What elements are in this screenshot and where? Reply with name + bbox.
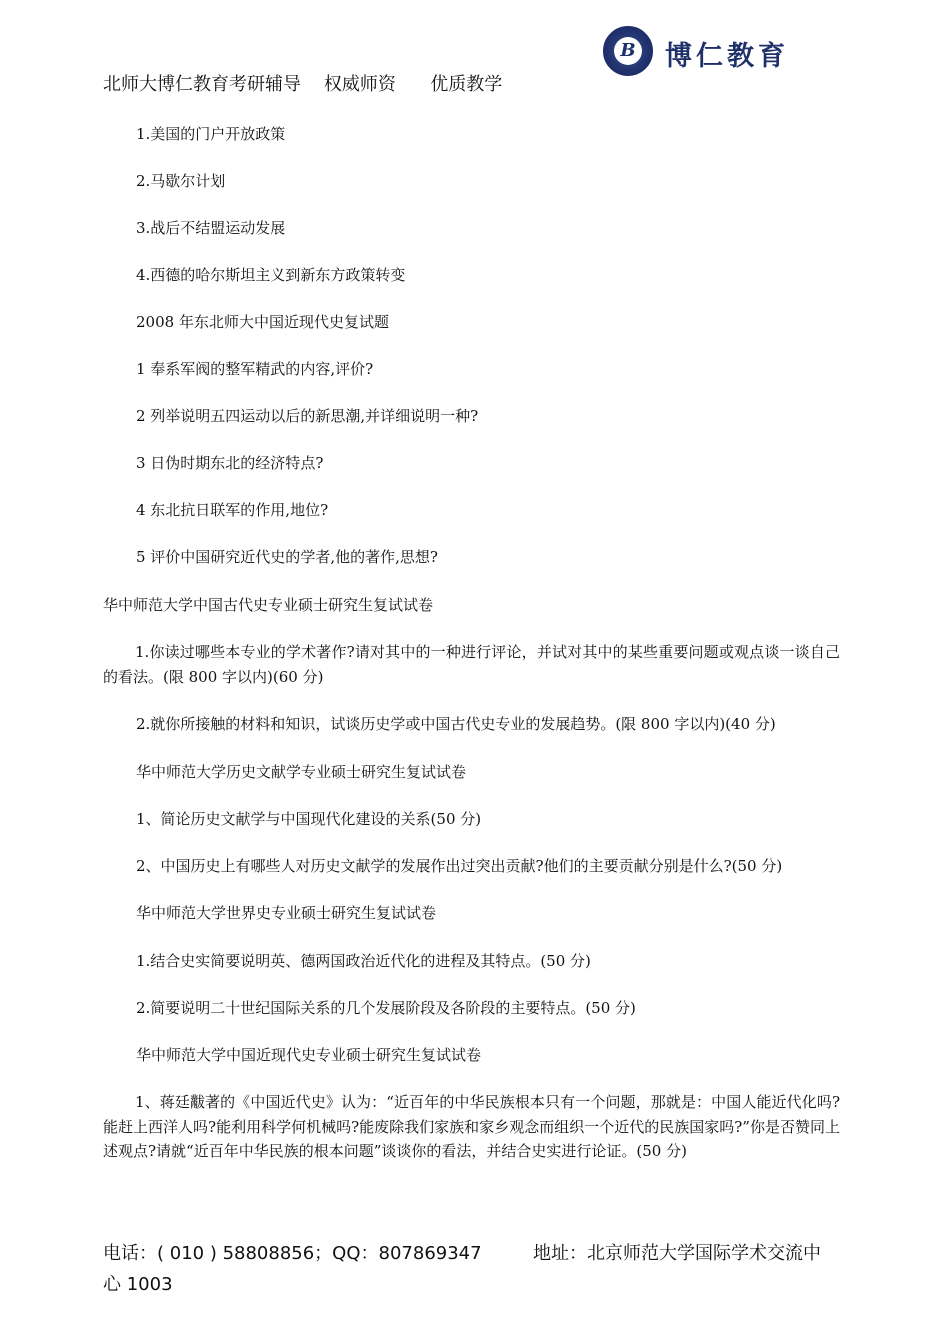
section-title: 2008 年东北师大中国近现代史复试题 xyxy=(136,313,389,331)
footer-address: 地址：北京师范大学国际学术交流中 xyxy=(533,1243,821,1264)
question-paragraph: 1.你读过哪些本专业的学术著作?请对其中的一种进行评论，并试对其中的某些重要问题或观点谈一谈自己的看法。(限 800 字以内)(60 分) xyxy=(103,643,840,686)
section-title: 华中师范大学中国近现代史专业硕士研究生复试试卷 xyxy=(136,1046,482,1064)
logo-seal-icon: B xyxy=(603,26,653,76)
footer-address-cont: 心 1003 xyxy=(103,1274,173,1295)
question-line: 2 列举说明五四运动以后的新思潮,并详细说明一种? xyxy=(136,407,479,425)
question-line: 4.西德的哈尔斯坦主义到新东方政策转变 xyxy=(136,266,406,284)
footer-contact: 电话：( 010 ) 58808856；QQ：807869347 xyxy=(103,1243,482,1264)
question-line: 5 评价中国研究近代史的学者,他的著作,思想? xyxy=(136,548,438,566)
question-line: 2.就你所接触的材料和知识，试谈历史学或中国古代史专业的发展趋势。(限 800 字以内)(40 分) xyxy=(136,715,776,733)
question-line: 2.简要说明二十世纪国际关系的几个发展阶段及各阶段的主要特点。(50 分) xyxy=(136,999,636,1017)
question-paragraph: 1、蒋廷黻著的《中国近代史》认为：“近百年的中华民族根本只有一个问题，那就是：中国人能近代化吗?能赶上西洋人吗?能利用科学何机械吗?能废除我们家族和家乡观念而组织一个近代的民族国家吗?”你是否赞同上述观点?请就“近百年中华民族的根本问题”谈谈你的看法，并结合史实进行论证。(50 分) xyxy=(103,1093,840,1160)
section-title: 华中师范大学世界史专业硕士研究生复试试卷 xyxy=(136,904,437,922)
logo-name: 博仁教育 xyxy=(665,41,789,72)
question-line: 1 奉系军阀的整军精武的内容,评价? xyxy=(136,360,374,378)
question-line: 4 东北抗日联军的作用,地位? xyxy=(136,501,329,519)
question-line: 1.结合史实简要说明英、德两国政治近代化的进程及其特点。(50 分) xyxy=(136,952,591,970)
section-title: 华中师范大学中国古代史专业硕士研究生复试试卷 xyxy=(103,596,434,614)
brand-logo xyxy=(603,26,803,80)
header-tagline: 北师大博仁教育考研辅导 权威师资 优质教学 xyxy=(103,74,503,95)
question-line: 1.美国的门户开放政策 xyxy=(136,125,286,143)
question-line: 3 日伪时期东北的经济特点? xyxy=(136,454,324,472)
question-line: 2.马歇尔计划 xyxy=(136,172,226,190)
section-title: 华中师范大学历史文献学专业硕士研究生复试试卷 xyxy=(136,763,467,781)
question-line: 1、简论历史文献学与中国现代化建设的关系(50 分) xyxy=(136,810,482,828)
question-line: 3.战后不结盟运动发展 xyxy=(136,219,286,237)
question-line: 2、中国历史上有哪些人对历史文献学的发展作出过突出贡献?他们的主要贡献分别是什么?(50 分) xyxy=(136,857,783,875)
